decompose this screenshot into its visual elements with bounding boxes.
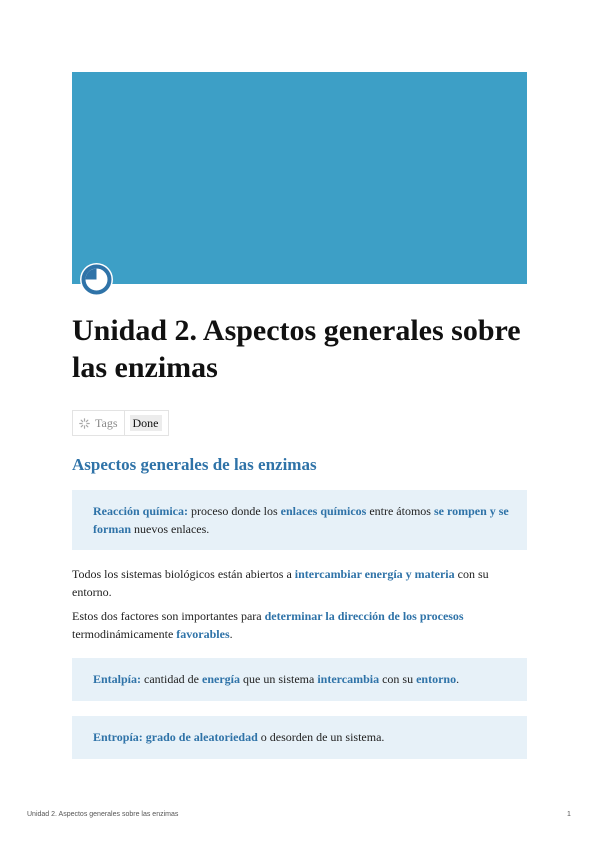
text: entre átomos (366, 504, 434, 518)
highlight: intercambia (317, 672, 380, 686)
text: . (229, 627, 233, 641)
term: Reacción química: (93, 504, 188, 518)
text: nuevos enlaces. (131, 522, 210, 536)
text: Todos los sistemas biológicos están abiertos a (72, 567, 295, 581)
callout-text (93, 728, 513, 746)
page-title: Unidad 2. Aspectos generales sobre las enzimas (72, 314, 521, 384)
highlight: determinar la dirección de los procesos (264, 609, 464, 623)
tags-property-key[interactable] (73, 411, 125, 435)
tags-property (72, 410, 169, 436)
callout-text (93, 502, 513, 538)
callout-reaccion-quimica (72, 490, 527, 550)
callout-entalpia (72, 658, 527, 701)
tag-chip[interactable]: Done (130, 415, 162, 431)
callout-text (93, 670, 513, 688)
text: proceso donde los (188, 504, 281, 518)
text: termodinámicamente (72, 627, 177, 641)
term: Entalpía: (93, 672, 142, 686)
text: con su (379, 672, 417, 686)
paragraph-factores (72, 607, 527, 643)
highlight: enlaces químicos (280, 504, 367, 518)
loading-icon (79, 418, 90, 429)
text: cantidad de (141, 672, 202, 686)
text: o desorden de un sistema. (257, 730, 385, 744)
highlight: favorables (176, 627, 230, 641)
highlight: intercambiar energía y materia (294, 567, 455, 581)
tags-label: Tags (95, 416, 118, 430)
footer-page-number: 1 (567, 811, 571, 818)
text: con su entorno. (72, 567, 489, 599)
section-heading: Aspectos generales de las enzimas (72, 455, 317, 474)
text: . (456, 672, 460, 686)
callout-entropia (72, 716, 527, 759)
paragraph-sistemas (72, 565, 527, 601)
tags-value-cell[interactable] (125, 411, 168, 435)
highlight: se rompen y se forman (93, 504, 509, 536)
footer-title: Unidad 2. Aspectos generales sobre las enzimas (27, 811, 179, 818)
cover-image (72, 72, 527, 284)
pie-chart-icon (80, 263, 113, 296)
text: Estos dos factores son importantes para (72, 609, 265, 623)
highlight: entorno (416, 672, 457, 686)
term: Entropía: grado de aleatoriedad (93, 730, 258, 744)
highlight: energía (202, 672, 240, 686)
text: que un sistema (240, 672, 318, 686)
